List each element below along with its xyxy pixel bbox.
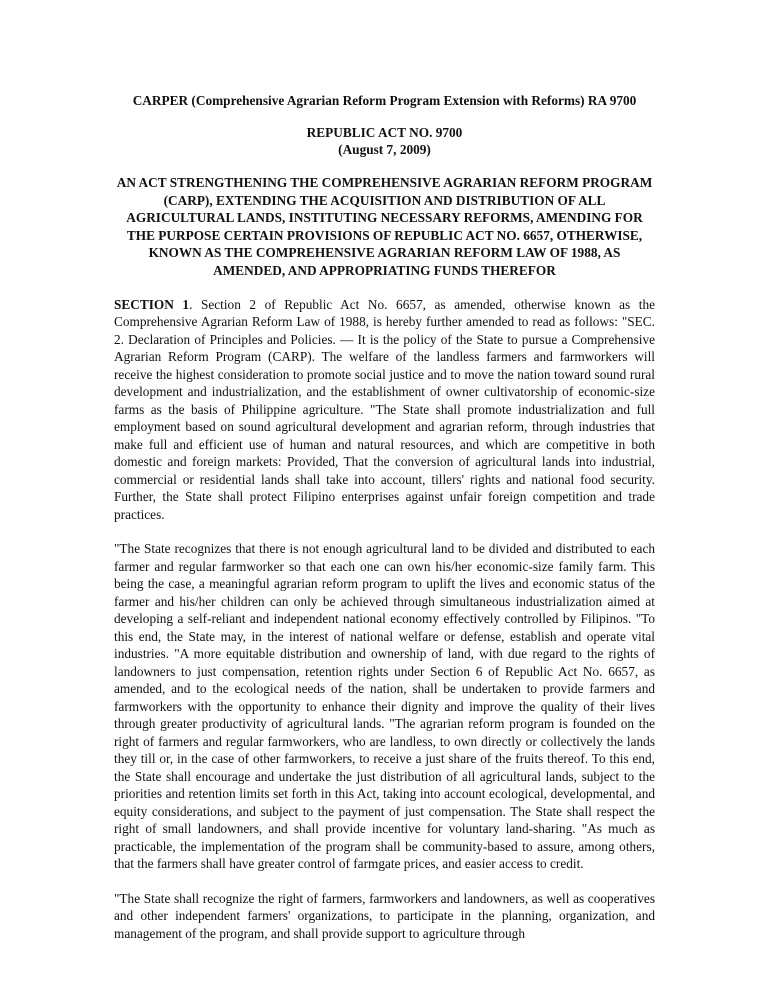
act-heading: AN ACT STRENGTHENING THE COMPREHENSIVE AGRARIAN REFORM PROGRAM (CARP), EXTENDING THE ACQUISITION AND DISTRIBUTION OF ALL AGRICULTURAL LANDS, INSTITUTING NECESSARY REFORMS, AMENDING FOR THE PURPOSE CERTAIN PROVISIONS OF REPUBLIC ACT NO. 6657, OTHERWISE, KNOWN AS THE COMPREHENSIVE AGRARIAN REFORM LAW OF 1988, AS AMENDED, AND APPROPRIATING FUNDS THEREFOR <box>116 175 653 278</box>
section-1-label: SECTION 1 <box>114 296 190 312</box>
section-1-text: . Section 2 of Republic Act No. 6657, as amended, otherwise known as the Comprehensive Agrarian Reform Law of 1988, is hereby further amended to read as follows: "SEC. 2. Declaration of Principles and Policies. — It is the policy of the State to pursue a Comprehensive Agrarian Reform Program (CARP). The welfare of the landless farmers and farmworkers will receive the highest consideration to promote social justice and to move the nation toward sound rural development and industrialization, and the establishment of owner cultivatorship of economic-size farms as the basis of Philippine agriculture. "The State shall promote industrialization and full employment based on sound agricultural development and agrarian reform, through industries that make full and efficient use of human and natural resources, and which are competitive in both domestic and foreign markets: Provided, That the conversion of agricultural lands into industrial, commercial or residential lands shall take into account, tillers' rights and national food security. Further, the State shall protect Filipino enterprises against unfair foreign competition and trade practices. <box>114 296 656 522</box>
act-number: REPUBLIC ACT NO. 9700 <box>306 125 463 140</box>
document-title: CARPER (Comprehensive Agrarian Reform Program Extension with Reforms) RA 9700 <box>132 93 637 108</box>
act-date: (August 7, 2009) <box>338 142 431 157</box>
document-page <box>114 92 655 942</box>
paragraph-3: "The State shall recognize the right of farmers, farmworkers and landowners, as well as cooperatives and other independent farmers' organizations, to participate in the planning, organization, and management of the program, and shall provide support to agriculture through <box>114 890 655 941</box>
paragraph-2: "The State recognizes that there is not enough agricultural land to be divided and distributed to each farmer and regular farmworker so that each one can own his/her economic-size family farm. This being the case, a meaningful agrarian reform program to uplift the lives and economic status of the farmer and his/her children can only be achieved through simultaneous industrialization aimed at developing a self-reliant and independent national economy effectively controlled by Filipinos. "To this end, the State may, in the interest of national welfare or defense, establish and operate vital industries. "A more equitable distribution and ownership of land, with due regard to the rights of landowners to just compensation, retention rights under Section 6 of Republic Act No. 6657, as amended, and to the ecological needs of the nation, shall be undertaken to provide farmers and farmworkers with the opportunity to enhance their dignity and improve the quality of their lives through greater productivity of agricultural lands. "The agrarian reform program is founded on the right of farmers and regular farmworkers, who are landless, to own directly or collectively the lands they till or, in the case of other farmworkers, to receive a just share of the fruits thereof. To this end, the State shall encourage and undertake the just distribution of all agricultural lands, subject to the priorities and retention limits set forth in this Act, taking into account ecological, developmental, and equity considerations, and subject to the payment of just compensation. The State shall respect the right of small landowners, and shall provide incentive for voluntary land-sharing. "As much as practicable, the implementation of the program shall be community-based to assure, among others, that the farmers shall have greater control of farmgate prices, and easier access to credit. <box>114 541 655 872</box>
section-1-paragraph <box>114 296 655 524</box>
